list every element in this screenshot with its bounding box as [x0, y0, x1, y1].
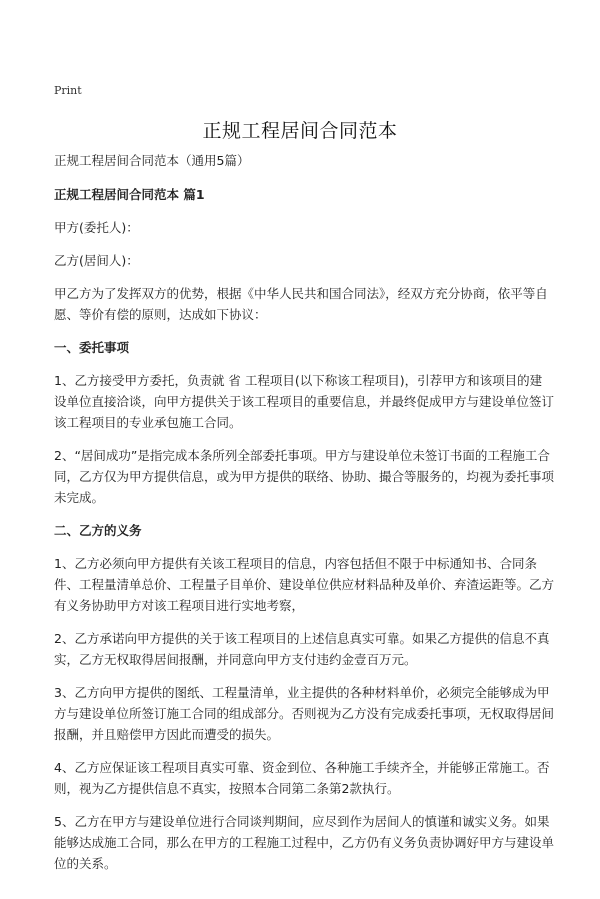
clause-paragraph: 4、乙方应保证该工程项目真实可靠、资金到位、各种施工手续齐全，并能够正常施工。否则，视为乙方提供信息不真实，按照本合同第二条第2款执行。: [54, 760, 550, 796]
section-heading: 一、委托事项: [54, 340, 130, 355]
page-title: 正规工程居间合同范本: [202, 120, 398, 142]
clause-paragraph: 2、“居间成功”是指完成本条所列全部委托事项。甲方与建设单位未签订书面的工程施工合同，乙方仅为甲方提供信息，或为甲方提供的联络、协助、撮合等服务的，均视为委托事项未完成。: [54, 448, 555, 505]
intro-paragraph: 甲乙方为了发挥双方的优势，根据《中华人民共和国合同法》，经双方充分协商，依平等自愿、等价有偿的原则，达成如下协议：: [54, 286, 548, 322]
clause-paragraph: 1、乙方接受甲方委托，负责就 省 工程项目(以下称该工程项目)，引荐甲方和该项目的建设单位直接洽谈，向甲方提供关于该工程项目的重要信息，并最终促成甲方与建设单位签订该工程项目的专业承包施工合同。: [54, 373, 555, 430]
clause-paragraph: 5、乙方在甲方与建设单位进行合同谈判期间，应尽到作为居间人的慎谨和诚实义务。如果能够达成施工合同，那么在甲方的工程施工过程中，乙方仍有义务负责协调好甲方与建设单位的关系。: [54, 814, 555, 871]
part-heading: 正规工程居间合同范本 篇1: [54, 187, 205, 202]
clause-paragraph: 2、乙方承诺向甲方提供的关于该工程项目的上述信息真实可靠。如果乙方提供的信息不真实，乙方无权取得居间报酬，并同意向甲方支付违约金壹百万元。: [54, 631, 550, 667]
section-heading: 二、乙方的义务: [54, 523, 142, 538]
clause-paragraph: 1、乙方必须向甲方提供有关该工程项目的信息，内容包括但不限于中标通知书、合同条件、工程量清单总价、工程量子目单价、建设单位供应材料品种及单价、弃渣运距等。乙方有义务协助甲方对该工程项目进行实地考察，: [54, 556, 555, 613]
party-b-line: 乙方(居间人)：: [54, 253, 139, 268]
clause-paragraph: 3、乙方向甲方提供的图纸、工程量清单，业主提供的各种材料单价，必须完全能够成为甲方与建设单位所签订施工合同的组成部分。否则视为乙方没有完成委托事项，无权取得居间报酬，并且赔偿甲方因此而遭受的损失。: [54, 685, 555, 742]
document-subtitle: 正规工程居间合同范本（通用5篇）: [54, 153, 250, 168]
document-body: [54, 150, 554, 886]
print-label: Print: [54, 84, 82, 97]
party-a-line: 甲方(委托人)：: [54, 220, 139, 235]
